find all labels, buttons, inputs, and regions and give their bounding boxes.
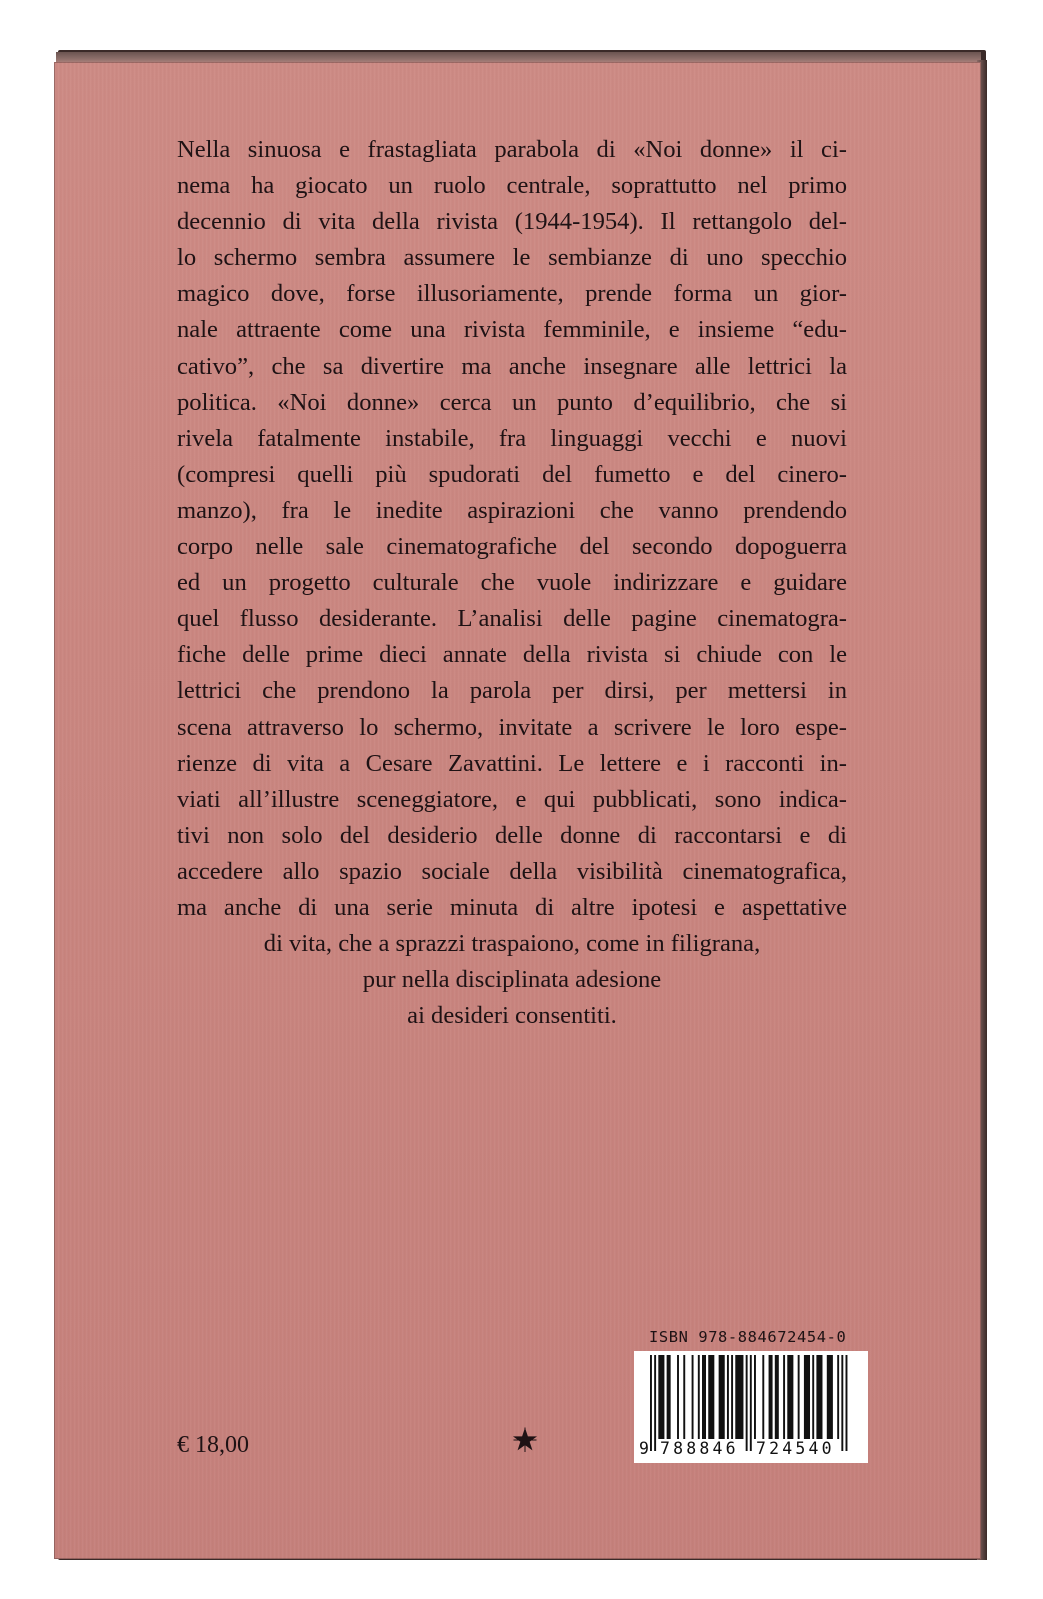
blurb-line: di vita, che a sprazzi traspaiono, come in filigrana, <box>263 930 761 958</box>
blurb-line: rivela fatalmente instabile, fra linguaggi vecchi e nuovi <box>177 424 847 452</box>
barcode-first-digit: 9 <box>639 1439 649 1458</box>
barcode-bar <box>677 1355 679 1439</box>
barcode-bar <box>769 1355 773 1439</box>
barcode-bar <box>650 1355 652 1451</box>
blurb-line: magico dove, forse illusoriamente, prende forma un gior- <box>177 280 847 308</box>
barcode-bar <box>654 1355 656 1451</box>
blurb-line: viati all’illustre sceneggiatore, e qui pubblicati, sono indica- <box>177 785 847 813</box>
blurb-line: Nella sinuosa e frastagliata parabola di «Noi donne» il ci- <box>177 136 847 163</box>
barcode-bar <box>816 1355 822 1439</box>
barcode-bar <box>658 1355 664 1439</box>
barcode-left-digits: 788846 <box>660 1439 739 1458</box>
barcode-bar <box>841 1355 843 1451</box>
barcode-bar <box>804 1355 810 1439</box>
barcode-bar <box>798 1355 800 1439</box>
blurb-line: lo schermo sembra assumere le sembianze di uno specchio <box>177 244 847 272</box>
barcode-bar <box>692 1355 694 1439</box>
barcode-bar <box>783 1355 785 1439</box>
blurb-text <box>177 132 847 1034</box>
barcode-bar <box>708 1355 714 1439</box>
blurb-line: nema ha giocato un ruolo centrale, soprattutto nel primo <box>177 172 847 200</box>
blurb-line: quel flusso desiderante. L’analisi delle pagine cinematogra- <box>177 605 847 633</box>
star-icon <box>511 1426 539 1454</box>
blurb-line: decennio di vita della rivista (1944-1954). Il rettangolo del- <box>177 208 847 236</box>
barcode-bar <box>683 1355 685 1439</box>
barcode-bar <box>827 1355 833 1439</box>
barcode-bar <box>702 1355 706 1439</box>
barcode-bar <box>667 1355 671 1439</box>
blurb-line: manzo), fra le inedite aspirazioni che vanno prendendo <box>177 496 847 524</box>
blurb-line: scena attraverso lo schermo, invitate a scrivere le loro espe- <box>177 713 847 741</box>
barcode-bar <box>750 1355 752 1451</box>
blurb-line: pur nella disciplinata adesione <box>362 966 662 994</box>
blurb-line: ma anche di una serie minuta di altre ipotesi e aspettative <box>177 893 847 921</box>
blurb-line: corpo nelle sale cinematografiche del secondo dopoguerra <box>177 533 847 561</box>
price-label: € 18,00 <box>177 1432 249 1458</box>
barcode-bar <box>787 1355 793 1439</box>
barcode-bar <box>735 1355 743 1439</box>
blurb-line: lettrici che prendono la parola per dirsi, per mettersi in <box>177 677 847 705</box>
barcode-bar <box>762 1355 764 1439</box>
blurb-line: fiche delle prime dieci annate della rivista si chiude con le <box>177 641 847 669</box>
blurb-line: politica. «Noi donne» cerca un punto d’equilibrio, che si <box>177 388 847 416</box>
blurb-line: ed un progetto culturale che vuole indirizzare e guidare <box>177 569 847 597</box>
blurb-line: rienze di vita a Cesare Zavattini. Le lettere e i racconti in- <box>177 749 847 777</box>
blurb-line: cativo”, che sa divertire ma anche insegnare alle lettrici la <box>177 352 847 380</box>
isbn-barcode <box>634 1351 868 1463</box>
blurb-line: ai desideri consentiti. <box>407 1002 617 1030</box>
blurb-line: accedere allo spazio sociale della visibilità cinematografica, <box>177 857 847 885</box>
blurb-line: nale attraente come una rivista femminile, e insieme “edu- <box>177 316 847 344</box>
barcode-bar <box>754 1355 756 1439</box>
barcode-bar <box>846 1355 848 1451</box>
barcode-bar <box>812 1355 814 1439</box>
barcode-bar <box>727 1355 729 1439</box>
blurb-line: (compresi quelli più spudorati del fumetto e del cinero- <box>177 460 847 488</box>
barcode-bar <box>775 1355 779 1439</box>
blurb-line: tivi non solo del desiderio delle donne di raccontarsi e di <box>177 821 847 849</box>
barcode-bar <box>837 1355 839 1439</box>
barcode-bar <box>731 1355 733 1439</box>
barcode-bar <box>746 1355 748 1451</box>
barcode-bar <box>698 1355 700 1439</box>
isbn-label: ISBN 978-884672454-0 <box>649 1328 847 1346</box>
barcode-bar <box>719 1355 725 1439</box>
barcode-right-digits: 724540 <box>756 1439 835 1458</box>
